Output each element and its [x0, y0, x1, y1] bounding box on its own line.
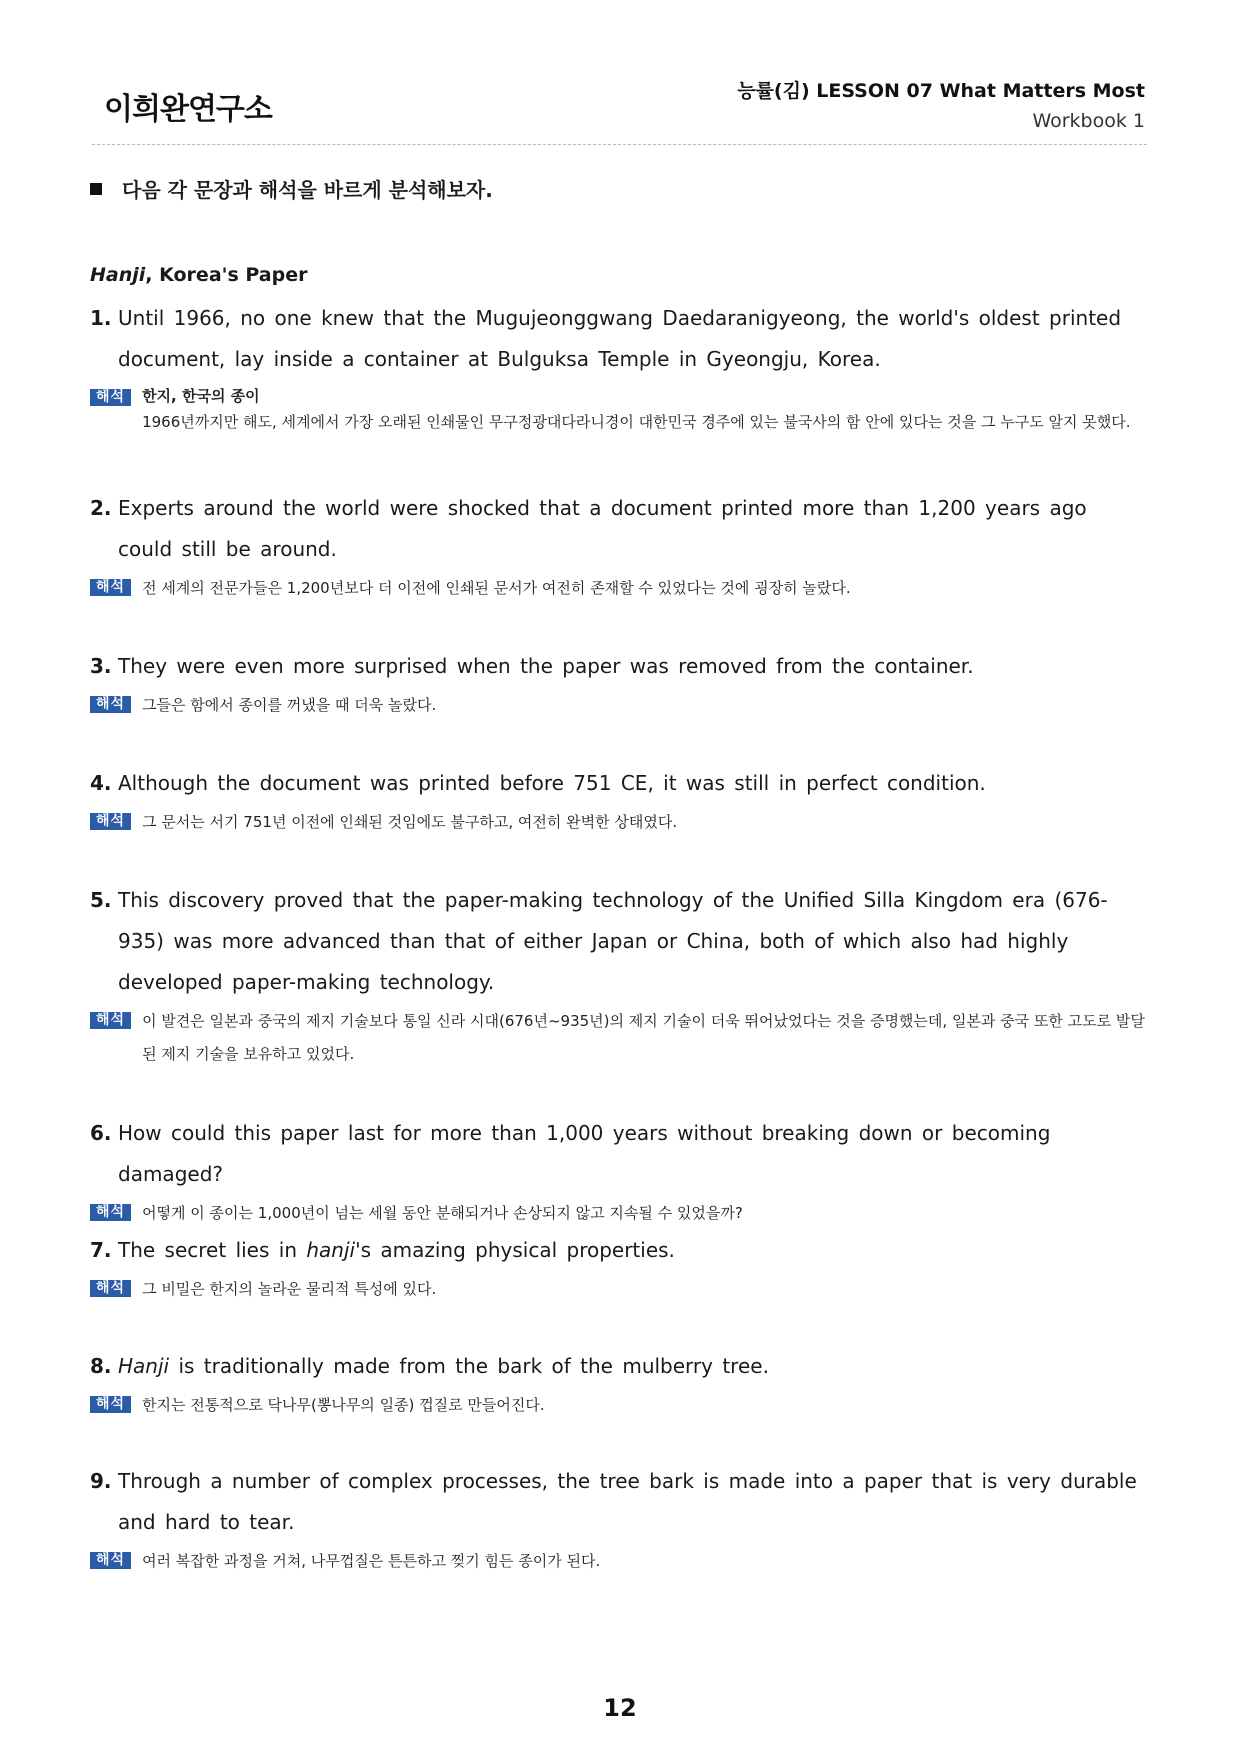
instruction-line [90, 174, 493, 203]
translation-block [90, 382, 1150, 439]
sentence-item-9 [90, 1461, 1150, 1578]
sentence-text: Although the document was printed before 751 CE, it was still in perfect condition. [118, 771, 986, 795]
sentence-number: 1. [90, 306, 112, 330]
translation-text: 여러 복잡한 과정을 거쳐, 나무껍질은 튼튼하고 찢기 힘든 종이가 된다. [142, 1552, 601, 1570]
translation-badge: 해석 [90, 813, 131, 830]
english-sentence [90, 488, 1150, 570]
sentence-text-italic: Hanji [118, 1354, 170, 1378]
sentence-text: Through a number of complex processes, the tree bark is made into a paper that is very durable and hard to tear. [118, 1469, 1137, 1534]
lesson-title: 능률(김) LESSON 07 What Matters Most [737, 80, 1145, 102]
section-title [90, 264, 307, 286]
english-sentence [90, 1346, 1150, 1387]
translation-block [90, 572, 1150, 605]
sentence-text: Until 1966, no one knew that the Mugujeonggwang Daedaranigyeong, the world's oldest printed document, lay inside a container at Bulguksa Temple in Gyeongju, Korea. [118, 306, 1122, 371]
sentence-text-italic: hanji [306, 1238, 356, 1262]
section-title-rest: , Korea's Paper [145, 264, 308, 286]
section-title-italic: Hanji [90, 264, 146, 286]
sentence-item-4 [90, 763, 1150, 839]
english-sentence [90, 1230, 1150, 1271]
workbook-label: Workbook 1 [1032, 110, 1145, 132]
sentence-item-6 [90, 1113, 1150, 1230]
sentence-text-post: 's amazing physical properties. [355, 1238, 675, 1262]
sentence-item-2 [90, 488, 1150, 605]
sentence-text: They were even more surprised when the paper was removed from the container. [118, 654, 974, 678]
translation-block [90, 1389, 1150, 1422]
translation-badge: 해석 [90, 1012, 131, 1029]
translation-block [90, 1197, 1150, 1230]
english-sentence [90, 763, 1150, 804]
translation-text: 전 세계의 전문가들은 1,200년보다 더 이전에 인쇄된 문서가 여전히 존재할 수 있었다는 것에 굉장히 놀랐다. [142, 579, 851, 597]
instruction-text: 다음 각 문장과 해석을 바르게 분석해보자. [122, 178, 493, 202]
translation-text: 그들은 함에서 종이를 꺼냈을 때 더욱 놀랐다. [142, 696, 437, 714]
sentence-item-1 [90, 298, 1150, 439]
translation-block [90, 689, 1150, 722]
black-square-icon [90, 183, 102, 195]
sentence-item-7 [90, 1230, 1150, 1306]
translation-badge: 해석 [90, 1280, 131, 1297]
sentence-text: This discovery proved that the paper-making technology of the Unified Silla Kingdom era (676-935) was more advanced than that of either Japan or China, both of which also had highly developed paper-making technology. [118, 888, 1108, 994]
sentence-item-3 [90, 646, 1150, 722]
sentence-number: 2. [90, 496, 112, 520]
sentence-text-post: is traditionally made from the bark of the mulberry tree. [169, 1354, 769, 1378]
header-divider [92, 144, 1147, 145]
sentence-number: 5. [90, 888, 112, 912]
english-sentence [90, 1113, 1150, 1195]
sentence-text: How could this paper last for more than 1,000 years without breaking down or becoming damaged? [118, 1121, 1051, 1186]
translation-title: 한지, 한국의 종이 [142, 387, 260, 405]
translation-text: 그 비밀은 한지의 놀라운 물리적 특성에 있다. [142, 1280, 437, 1298]
sentence-text: Experts around the world were shocked that a document printed more than 1,200 years ago could still be around. [118, 496, 1087, 561]
translation-badge: 해석 [90, 579, 131, 596]
sentence-number: 7. [90, 1238, 112, 1262]
page-number: 12 [603, 1694, 637, 1722]
english-sentence [90, 298, 1150, 380]
translation-text: 한지는 전통적으로 닥나무(뽕나무의 일종) 껍질로 만들어진다. [142, 1396, 545, 1414]
translation-badge: 해석 [90, 1552, 131, 1569]
sentence-number: 4. [90, 771, 112, 795]
translation-block [90, 1005, 1150, 1071]
translation-text: 그 문서는 서기 751년 이전에 인쇄된 것임에도 불구하고, 여전히 완벽한 상태였다. [142, 813, 678, 831]
sentence-number: 8. [90, 1354, 112, 1378]
translation-block [90, 1273, 1150, 1306]
sentence-item-5 [90, 880, 1150, 1071]
translation-text: 이 발견은 일본과 중국의 제지 기술보다 통일 신라 시대(676년~935년)의 제지 기술이 더욱 뛰어났었다는 것을 증명했는데, 일본과 중국 또한 고도로 발달된 제지 기술을 보유하고 있었다. [142, 1012, 1145, 1063]
translation-badge: 해석 [90, 1396, 131, 1413]
sentence-item-8 [90, 1346, 1150, 1422]
translation-block [90, 1545, 1150, 1578]
translation-block [90, 806, 1150, 839]
translation-badge: 해석 [90, 389, 131, 406]
sentence-number: 3. [90, 654, 112, 678]
brand-logo-text: 이희완연구소 [104, 92, 272, 127]
page-header [90, 68, 1145, 148]
sentence-number: 6. [90, 1121, 112, 1145]
translation-badge: 해석 [90, 696, 131, 713]
sentence-text-pre: The secret lies in [118, 1238, 307, 1262]
english-sentence [90, 646, 1150, 687]
sentence-number: 9. [90, 1469, 112, 1493]
english-sentence [90, 880, 1150, 1003]
english-sentence [90, 1461, 1150, 1543]
translation-badge: 해석 [90, 1204, 131, 1221]
translation-text: 어떻게 이 종이는 1,000년이 넘는 세월 동안 분해되거나 손상되지 않고 지속될 수 있었을까? [142, 1204, 743, 1222]
translation-text: 1966년까지만 해도, 세계에서 가장 오래된 인쇄물인 무구정광대다라니경이 대한민국 경주에 있는 불국사의 함 안에 있다는 것을 그 누구도 알지 못했다. [142, 413, 1131, 431]
